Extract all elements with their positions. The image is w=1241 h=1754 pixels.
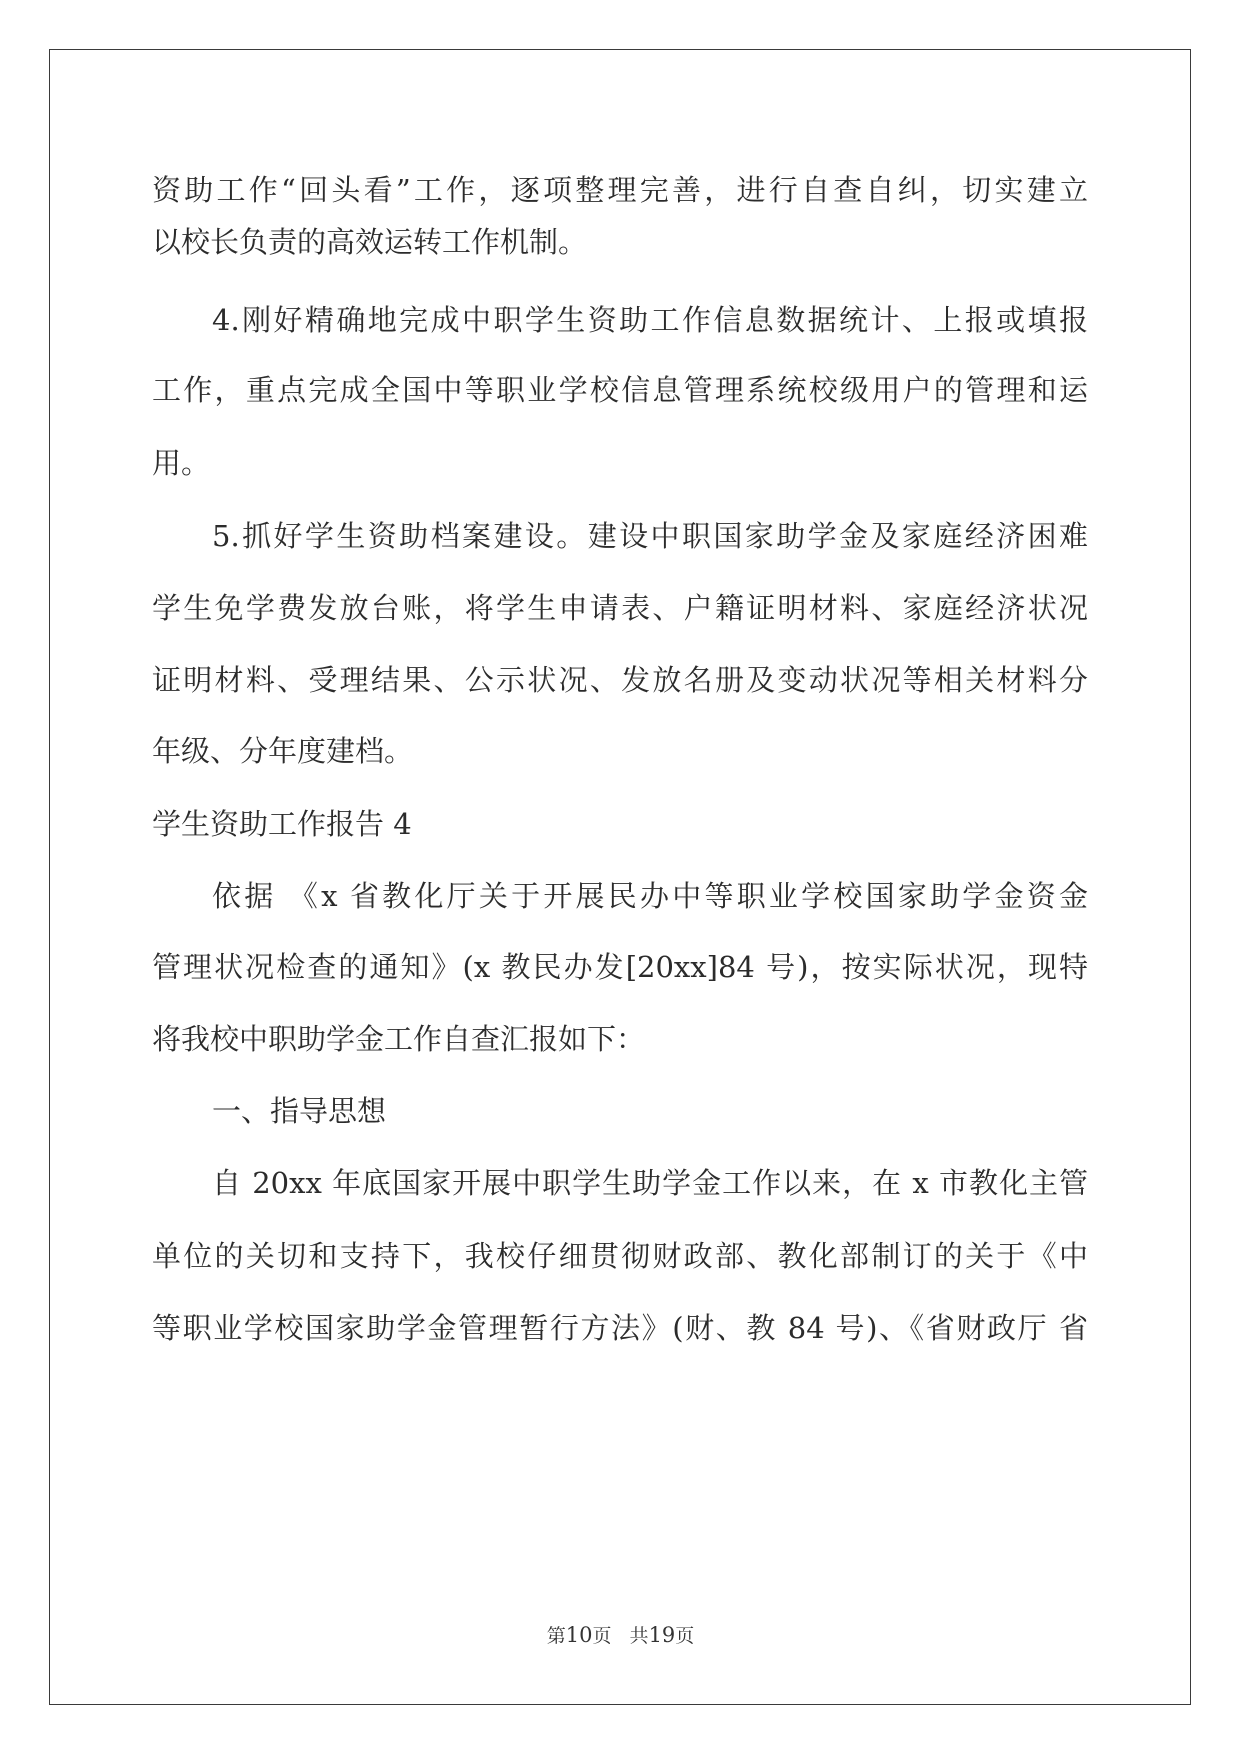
page-total: 19 <box>648 1623 676 1647</box>
text-line: 管理状况检查的通知》(x 教民办发[20xx]84 号)，按实际状况，现特 <box>152 950 1088 984</box>
page-footer <box>0 1623 1241 1648</box>
text-line: 用。 <box>152 446 211 480</box>
footer-prefix: 第 <box>546 1625 566 1647</box>
text-line: 依据 《x 省教化厅关于开展民办中等职业学校国家助学金资金 <box>212 879 1088 913</box>
text-line: 学生免学费发放台账，将学生申请表、户籍证明材料、家庭经济状况 <box>152 591 1088 625</box>
text-line: 以校长负责的高效运转工作机制。 <box>152 225 588 259</box>
subheading: 一、指导思想 <box>212 1094 387 1128</box>
footer-mid: 页 共 <box>592 1625 649 1647</box>
text-line: 将我校中职助学金工作自查汇报如下： <box>152 1022 646 1056</box>
text-line: 资助工作“回头看”工作，逐项整理完善，进行自查自纠，切实建立 <box>152 173 1088 207</box>
page-number: 10 <box>565 1623 593 1647</box>
footer-suffix: 页 <box>675 1625 695 1647</box>
text-line: 5.抓好学生资助档案建设。建设中职国家助学金及家庭经济困难 <box>212 519 1088 553</box>
text-line: 自 20xx 年底国家开展中职学生助学金工作以来，在 x 市教化主管 <box>212 1166 1088 1200</box>
text-line: 等职业学校国家助学金管理暂行方法》(财、教 84 号)、《省财政厅 省 <box>152 1311 1088 1345</box>
text-line: 4.刚好精确地完成中职学生资助工作信息数据统计、上报或填报 <box>212 303 1088 337</box>
section-heading: 学生资助工作报告 4 <box>152 807 412 841</box>
text-line: 工作，重点完成全国中等职业学校信息管理系统校级用户的管理和运 <box>152 373 1088 407</box>
text-line: 年级、分年度建档。 <box>152 734 414 768</box>
text-line: 证明材料、受理结果、公示状况、发放名册及变动状况等相关材料分 <box>152 663 1088 697</box>
text-line: 单位的关切和支持下，我校仔细贯彻财政部、教化部制订的关于《中 <box>152 1239 1088 1273</box>
